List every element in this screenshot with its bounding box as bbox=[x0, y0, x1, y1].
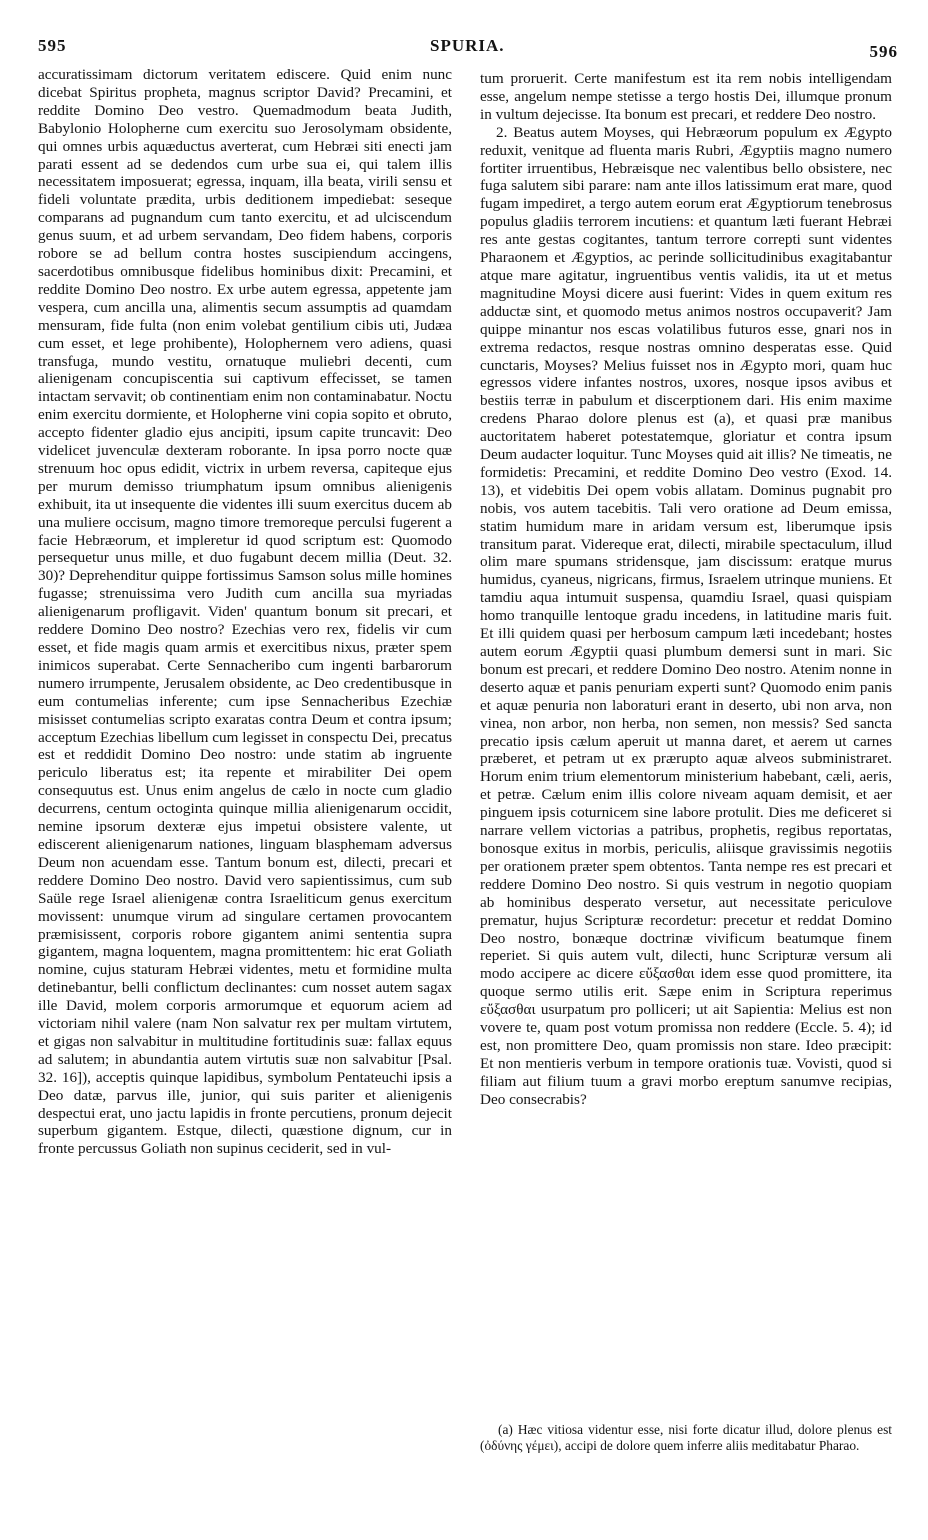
right-paragraph-1: tum proruerit. Certe manifestum est ita rem nobis intelligendam esse, angelum nempe stetisse a tergo hostis Dei, illumque pronum in vultum dejecisse. Ita bonum est precari, et reddere Deo nostro. bbox=[480, 70, 892, 123]
page-number-left: 595 bbox=[38, 36, 67, 55]
page-number-right: 596 bbox=[869, 42, 898, 61]
left-column-text: accuratissimam dictorum veritatem ediscere. Quid enim nunc dicebat Spiritus propheta, magnus scriptor David? Precamini, et reddite Domino Deo vestro. Quemadmodum beata Judith, Babylonio Holopherne cum exercitu suo Jerosolymam obsidente, qui omnes urbis aquæductus averterat, cum Hebræi siti enecti jam parati essent ad se dedendos cum urbe sua ei, qui talem illis necessitatem imposuerat; egressa, inquam, illa beata, virili sensu et fideli voluntate prædita, urbis deditionem impediebat: seseque comparans ad pugnandum cum tanto exercitu, et ad ulciscendum genus suum, et ad urbem servandam, Deo fidem habens, corporis robore se ad bellum contra hostes suscipiendum accingens, sacerdotibus omnibusque fidelibus hominibus dixit: Precamini, et reddite Domino Deo nostro. Ex urbe autem egressa, appetente jam vespera, cum ancilla una, alimentis secum assumptis ad quamdam mensuram, fide fulta (non enim volebat gentilium cibis uti, Judæa cum esset, et lege prohibente), Holophernem vero adiens, quasi transfuga, mundo vestitu, ornatuque muliebri decenti, cum alienigenam concupiscentia sui captivum effecisset, se tamen intactam servavit; ob continentiam enim non contaminabatur. Noctu enim exercitu dormiente, et Holopherne vini copia sopito et obruto, accepto fidenter gladio ejus ancipiti, ipsum capite truncavit: Deo videlicet juvenculæ dexteram roborante. In ipsa porro nocte quæ strenuum hoc opus edidit, victrix in urbem reversa, capiteque ejus per murum demisso triumphatum ipsum omnibus alienigenis exhibuit, ita ut insequente die videntes illi suum exercitus ducem ab una muliere occisum, magno timore tremoreque perculsi fugerent a facie Hebræorum, et impleretur id quod scriptum est: Quomodo persequetur unus mille, et duo fugabunt decem millia (Deut. 32. 30)? Deprehenditur quippe fortissimus Samson solus mille homines fugasse; strenuissima vero Judith cum ancilla sua myriadas alienigenarum profligavit. Viden' quantum bonum sit precari, et reddere Domino Deo nostro? Ezechias vero rex, fidelis vir cum esset, et fide magis quam armis et exercitibus nixus, præter spem inimicos superabat. Certe Sennacheribo cum ingenti barbarorum numero irrumpente, Jerusalem obsidente, ac Deo credentibusque in eum contumelias inferente; cum ipse Sennacheribus Ezechiæ misisset contumelias scripto exaratas contra Deum et contra ipsum; acceptum Ezechias libellum cum legisset in conspectu Dei, precatus est et reddidit Domino Deo nostro: unde statim ab ingruente periculo liberatus est; ita repente et mirabiliter Dei opem consequutus est. Unus enim angelus de cælo in nocte cum gladio decurrens, centum octoginta quinque millia alienigenarum occidit, nemine ipsorum dexteræ ejus impetui obsistere valente, ut ediscerent alienigenarum nationes, linguam blasphemam adversus Deum non acuendam esse. Tantum bonum est, dilecti, precari et reddere Domino Deo nostro. David vero sapientissimus, cum sub Saüle rege Israel alienigenæ contra Israeliticum genus exercitum movissent: unumque virum ad singulare certamen provocantem præmisissent, corporis robore gigantem animi sententia supra gigantem, magna loquentem, magna promittentem: hic erat Goliath nomine, cujus staturam Hebræi videntes, metu et formidine multa detinebantur, belli conflictum declinantes: cum nosset autem sagax ille David, molem corporis armorumque et equorum aciem ad victoriam nihil valere (nam Non salvatur rex per multam virtutem, et gigas non salvabitur in multitudine fortitudinis suæ: fallax equus ad salutem; in abundantia autem virtutis suæ non salvabitur [Psal. 32. 16]), acceptis quinque lapidibus, symbolum Pentateuchi ipsis a Deo datæ, parvus ille, junior, qui suis pariter et alienigenis despectui erat, uno jactu lapidis in fronte percutiens, pronum dejecit superbum gigantem. Estque, dilecti, quæstione dignum, cur in fronte percussus Goliath non supinus ceciderit, sed in vul- bbox=[38, 66, 452, 1158]
right-paragraph-2: 2. Beatus autem Moyses, qui Hebræorum populum ex Ægypto reduxit, venitque ad fluenta maris Rubri, Ægyptiis magno numero fortiter irruentibus, Hebræisque nec valentibus bello obsistere, nec fuga salutem sibi parare: nam ante illos latissimum erat mare, quod fugam impediret, a tergo autem eorum erat Ægyptiorum tenebrosus populus gladiis terrorem incutiens: et quantum læti fuerant Hebræi res ante gestas cogitantes, tantum terrore correpti sunt videntes Pharaonem et Ægyptios, ac perinde sollicitudinibus exagitabantur atque mare agitatur, ingruentibus ventis validis, ita ut et metus magnitudine Moysi dicere ausi fuerint: Vides in quem exitum res adductæ sint, et quomodo metus animos nostros occupaverit? Jam quippe minantur nos escas volatilibus futuros esse, gnari nos in extrema redactos, resque nostras omnino desperatas esse. Quid cunctaris, Moyses? Melius fuisset nos in Ægypto mori, quam huc egressos videre infantes nostros, uxores, nosque ipsos avibus et bestiis terræ in pabulum et discerptionem dari. His enim maxime credens Pharao dolore plenus est (a), et quasi præ manibus auctoritatem haberet potestatemque, gloriatur et contra ipsum Deum audacter loquitur. Tunc Moyses quid ait illis? Ne timeatis, ne formidetis: Precamini, et reddite Domino Deo vestro (Exod. 14. 13), et videbitis Dei opem vobis allatam. Dominus pugnabit pro nobis, vos autem tacebitis. Tali vero oratione ad Deum emissa, statim humidum mare in aridam versum est, liberumque ipsis transitum parat. Videreque erat, dilecti, mirabile spectaculum, illud olim mare spumans stridensque, jam discissum: eratque murus humidus, cyaneus, nigricans, firmus, Israelem utrinque muniens. Et tamdiu aqua intumuit suspensa, quamdiu Israel, quasi quispiam homo tranquille lentoque gradu incedens, in latitudine maris fuit. Et illi quidem quasi per herbosum campum læti incedebant; hostes autem eorum Ægyptii quasi plumbum demersi sunt in mari. Sic bonum est precari, et reddere Domino Deo nostro. Atenim nonne in deserto aquæ et panis penuriam experti sunt? Quomodo enim panis et aquæ penuria non laboraturi erant in deserto, ubi non arva, non vinea, non arbor, non herba, non semen, non messis? Sed sancta precatio ipsis cælum aperuit ut manna daret, et aerem ut carnes præberet, et petram ut ex prærupto aquæ alveos subministraret. Horum enim trium elementorum ministerium habebant, cæli, aeris, et petræ. Cælum enim illis colore niveam aquam demisit, et aer pinguem ipsis coturnicem sine labore protulit. Dies me deficeret si narrare vellem victorias a patribus, prophetis, regibus reportatas, bonosque exitus in morbis, periculis, aliisque gravissimis negotiis per orationem præter spem obtentos. Tanta nempe res est precari et reddere Domino Deo nostro. Si quis vestrum in negotio quopiam ab hominibus desperato versetur, aut necessitate periculove prematur, hujus Scripturæ recordetur: precetur et reddat Domino Deo nostro, bonæque doctrinæ vivificum beatumque finem reperiet. Si quis autem vult, dilecti, hunc Scripturæ versum ali modo accipere ac dicere εὔξασθαι idem esse quod promittere, ita quoque sermo utilis erit. Sæpe enim in Scriptura reperimus εὔξασθαι usurpatum pro polliceri; ut ait Sapientia: Melius est non vovere te, quam post votum promissa non reddere (Eccle. 5. 4); id est, non promittere Deo, quam promissis non stare. Ideo præcipit: Et non mentieris verbum in tempore orationis tuæ. Vovisti, quod si filiam aut filium tuum a gravi morbo ereptum sanumve recipias, Deo consecrabis? bbox=[480, 123, 892, 1108]
running-title: SPURIA. bbox=[430, 36, 505, 55]
footnote-text: (a) Hæc vitiosa videntur esse, nisi forte dicatur illud, dolore plenus est (ὀδύνης γέμει), accipi de dolore quem inferre aliis meditabatur Pharao. bbox=[480, 1422, 892, 1453]
footnote bbox=[480, 1422, 892, 1454]
page-header bbox=[38, 36, 898, 66]
left-column bbox=[38, 66, 452, 1158]
right-column bbox=[480, 70, 892, 1109]
